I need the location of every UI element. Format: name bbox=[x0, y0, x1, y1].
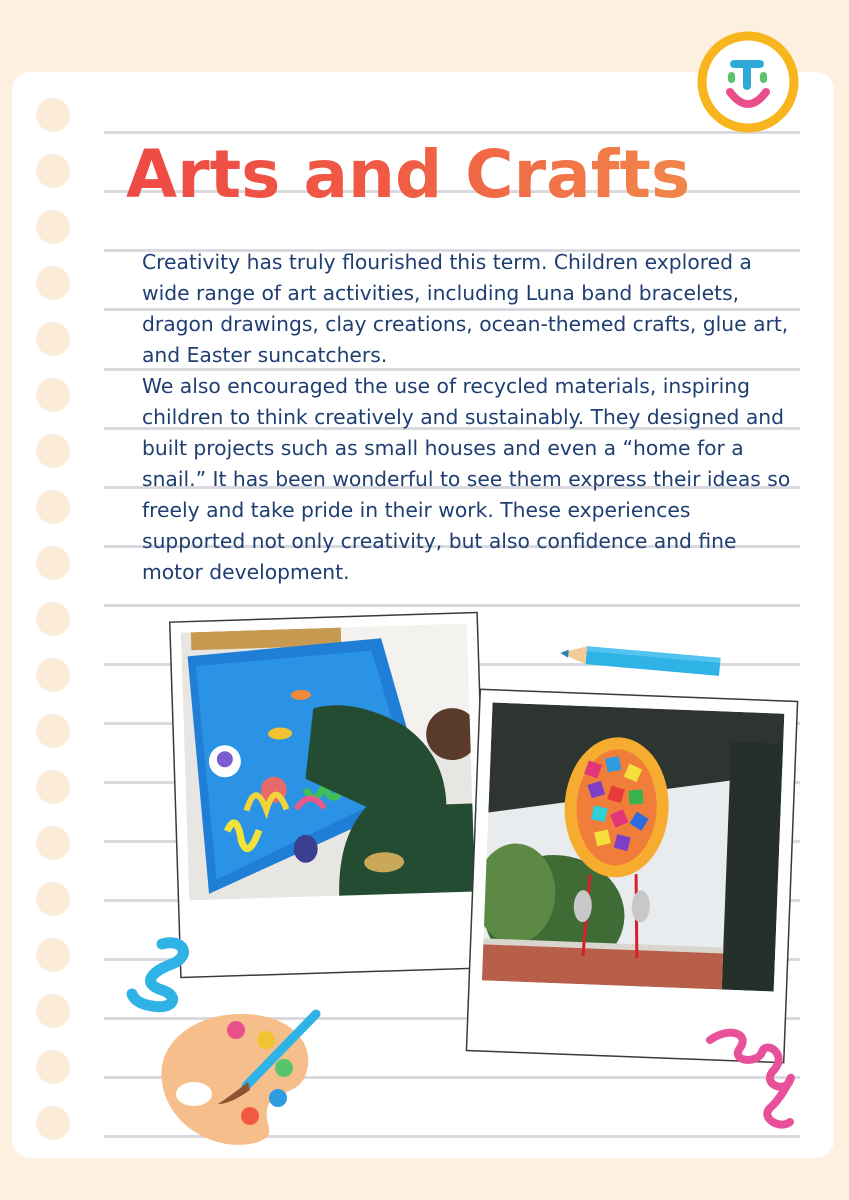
binder-hole bbox=[36, 266, 70, 300]
binder-hole bbox=[36, 714, 70, 748]
paragraph: We also encouraged the use of recycled materials, inspiring children to think creatively and sustainably. They designed and built projects such as small houses and even a “home for a snail.” It has been wonderful to see them express their ideas so freely and take pride in their work. These experiences supported not only creativity, but also confidence and fine motor development. bbox=[142, 374, 791, 584]
swirl-icon bbox=[700, 1018, 800, 1138]
binder-hole bbox=[36, 98, 70, 132]
page-title: Arts and Crafts bbox=[126, 136, 691, 213]
binder-hole bbox=[36, 210, 70, 244]
binder-hole bbox=[36, 1050, 70, 1084]
binder-hole bbox=[36, 658, 70, 692]
photo-frame-ocean-craft bbox=[171, 613, 488, 976]
binder-hole bbox=[36, 546, 70, 580]
ruled-line bbox=[104, 604, 800, 607]
paragraph: Creativity has truly flourished this term. Children explored a wide range of art activities, including Luna band bracelets, dragon drawings, clay creations, ocean-themed crafts, glue art, and Easter suncatchers. bbox=[142, 250, 789, 367]
binder-hole bbox=[36, 490, 70, 524]
ocean-craft-photo bbox=[181, 624, 475, 901]
binder-hole bbox=[36, 1106, 70, 1140]
pencil-icon bbox=[556, 636, 726, 686]
binder-hole bbox=[36, 322, 70, 356]
binder-hole bbox=[36, 770, 70, 804]
binder-hole bbox=[36, 602, 70, 636]
paint-palette-icon bbox=[150, 1004, 330, 1148]
binder-hole bbox=[36, 826, 70, 860]
binder-hole bbox=[36, 938, 70, 972]
binder-hole bbox=[36, 154, 70, 188]
binder-hole bbox=[36, 994, 70, 1028]
body-text bbox=[142, 247, 792, 588]
smiley-logo-icon bbox=[696, 30, 800, 134]
binder-hole bbox=[36, 882, 70, 916]
binder-hole bbox=[36, 434, 70, 468]
photo-frame-suncatcher bbox=[467, 690, 797, 1062]
suncatcher-photo bbox=[482, 703, 784, 992]
binder-hole bbox=[36, 378, 70, 412]
